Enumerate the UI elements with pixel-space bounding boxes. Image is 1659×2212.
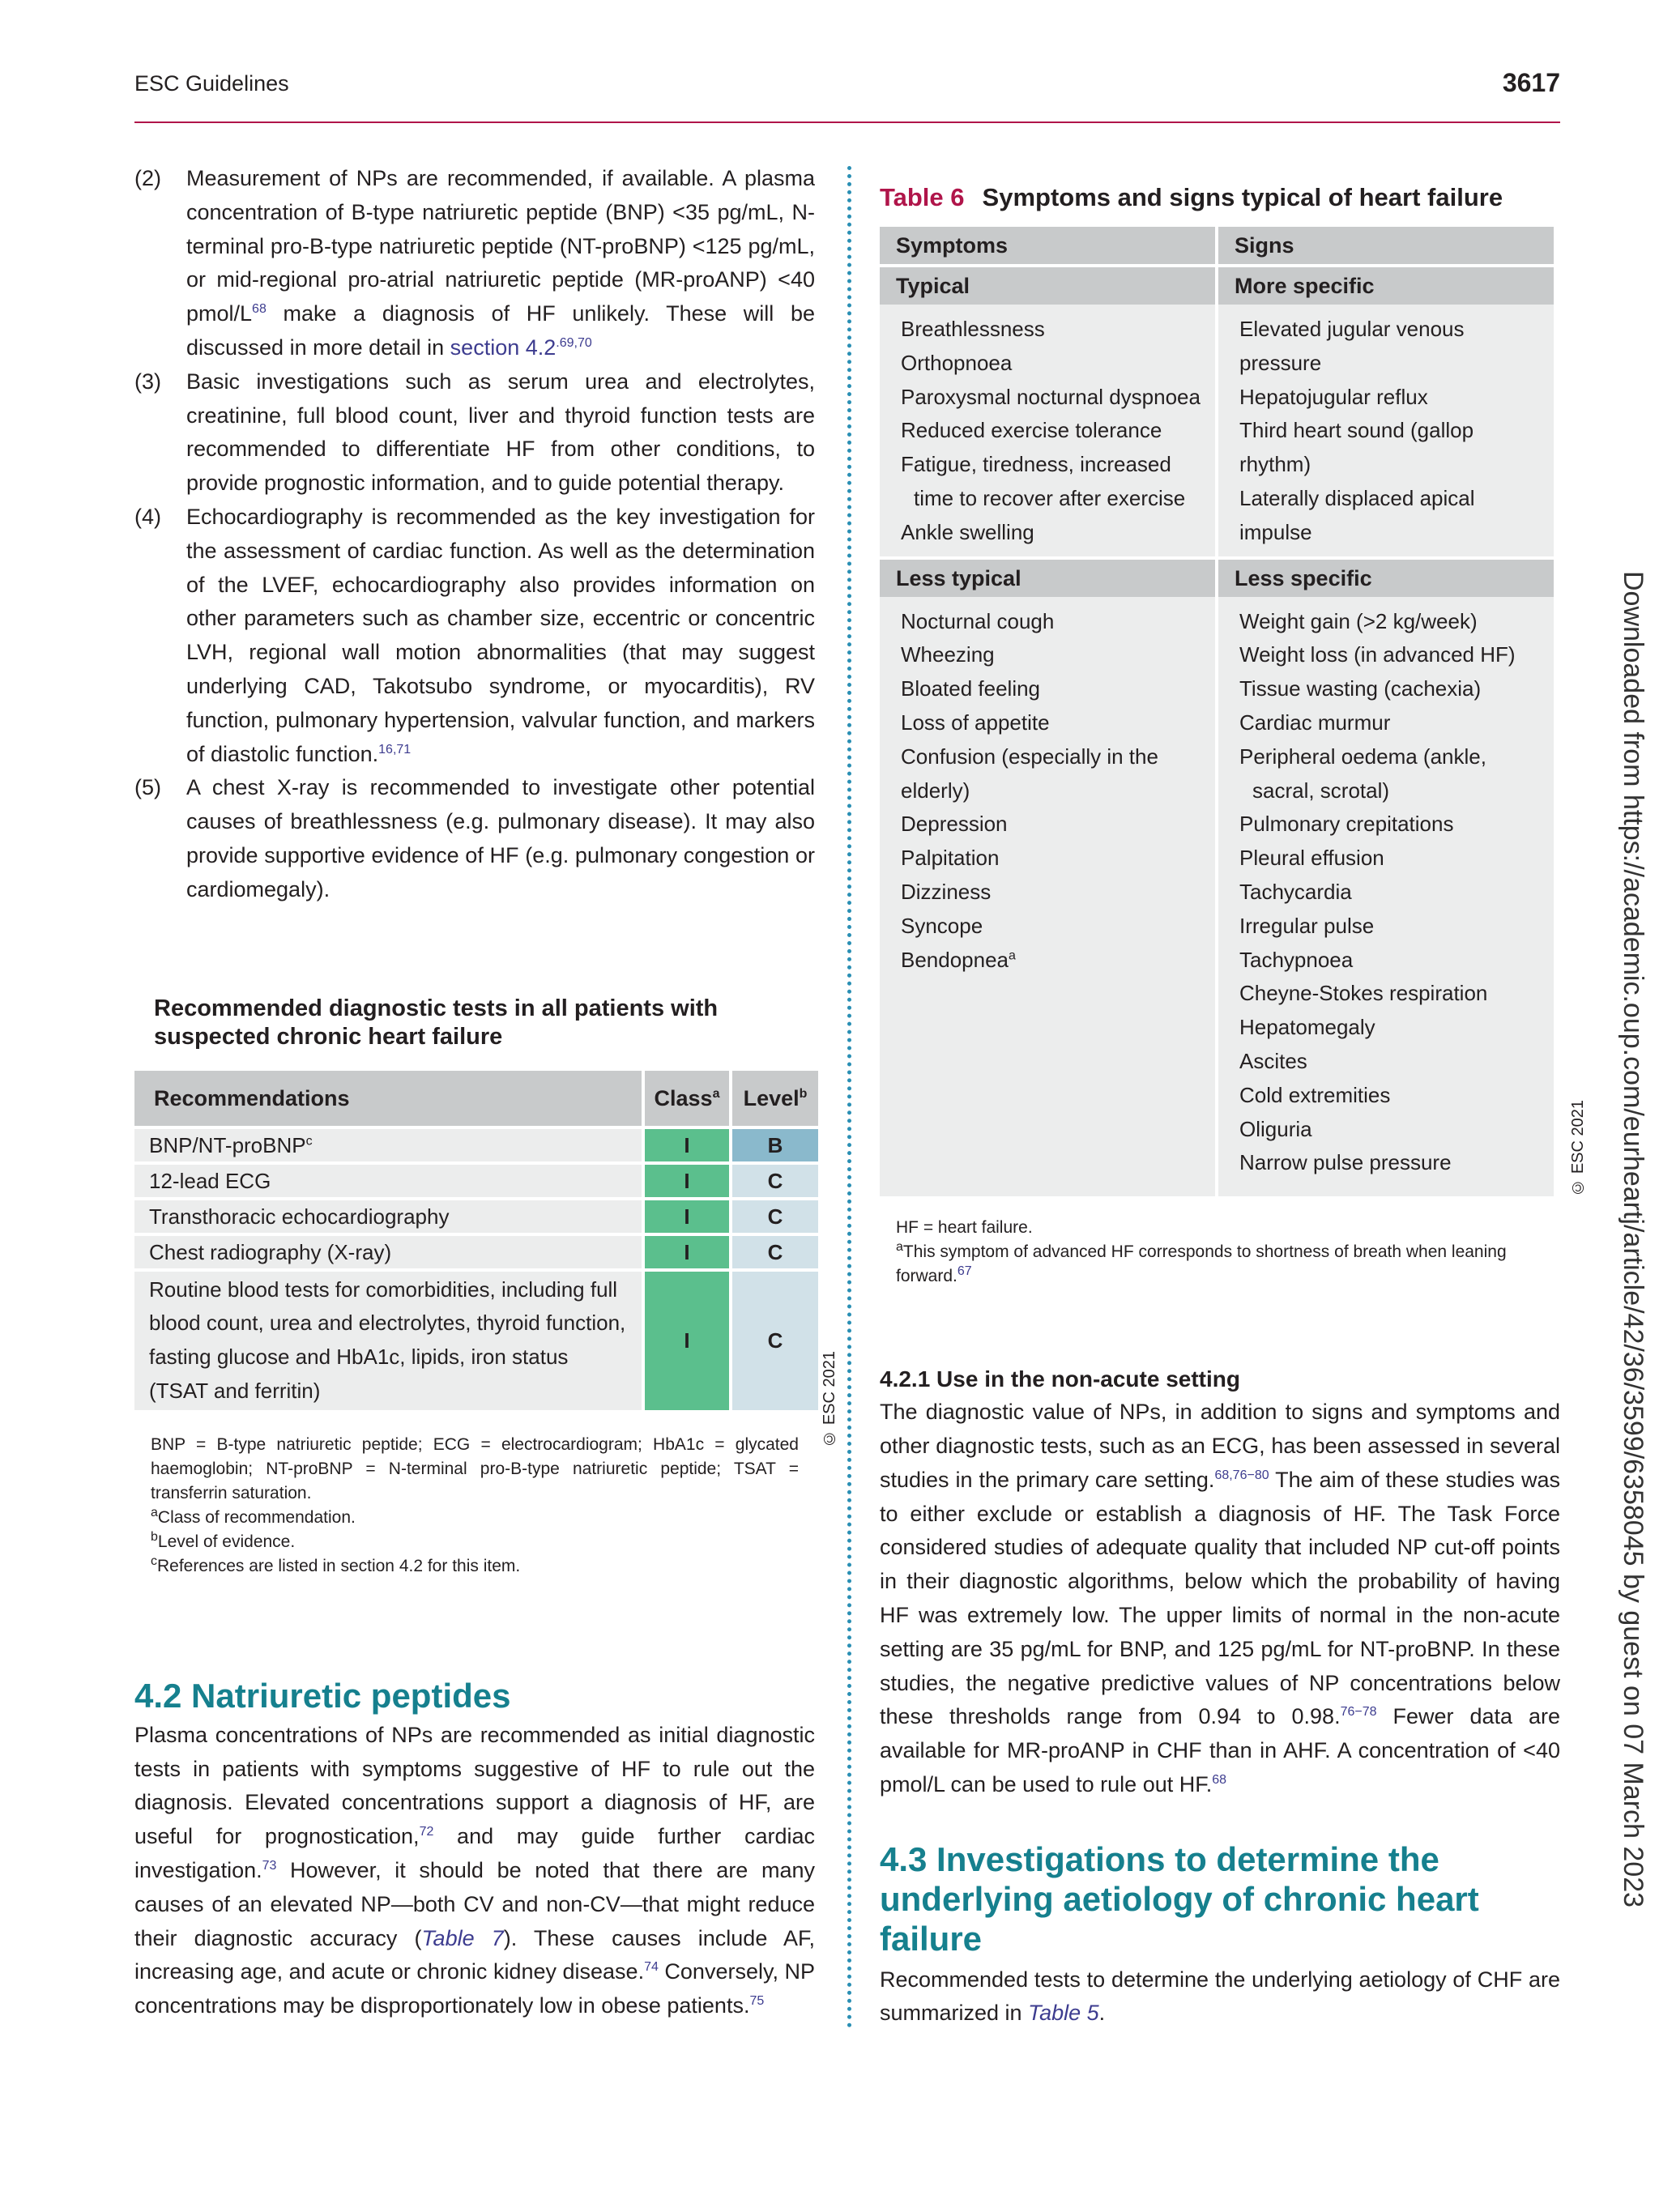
running-header: ESC Guidelines — [134, 71, 289, 96]
page-number: 3617 — [1502, 68, 1560, 97]
level-badge: C — [732, 1165, 818, 1197]
citation-link[interactable]: 68,76−80 — [1214, 1468, 1269, 1482]
citation-link[interactable]: 68 — [252, 302, 267, 317]
col-class: Class$^a$ — [645, 1071, 729, 1126]
section-heading: 4.3 Investigations to determine the underlying aetiology of chronic heart failure — [880, 1839, 1479, 1958]
right-column — [880, 162, 1587, 2031]
less-specific-signs: Weight gain (>2 kg/week) Weight loss (in advanced HF) Tissue wasting (cachexia) Cardiac murmur Peripheral oedema (ankle, sacral, scrotal) Pulmonary crepitations Pleural effusion Tachycardia Irregular pulse Tachypnoea Cheyne-Stokes respiration Hepatomegaly Ascites Cold extremities Oliguria Narrow pulse pressure — [1218, 597, 1554, 1197]
paragraph: Recommended tests to determine the underlying aetiology of CHF are summarized in Table 5. — [880, 1967, 1560, 2026]
citation-link[interactable]: 76−78 — [1340, 1705, 1377, 1720]
paragraph: The diagnostic value of NPs, in addition to signs and symptoms and other diagnostic tests, such as an ECG, has been assessed in several studies in the primary care setting.$^{68,76-80}$ The aim of these studies was to either exclude or establish a diagnosis of HF. The Task Force considered studies of adequate quality that included NP cut-off points in their diagnostic algorithms, below which the probability of having HF was extremely low. The upper limits of normal in the non-acute setting are 35 pg/mL for BNP, and 125 pg/mL for NT-proBNP. In these studies, the negative predictive values of NP concentrations below these thresholds range from 0.94 to 0.98.$^{76-78}$ Fewer data are available for MR-proANP in CHF than in AHF. A concentration of <40 pmol/L can be used to rule out HF.$^{68}$ — [880, 1400, 1561, 1796]
list-item: (3) Basic investigations such as serum urea and electrolytes, creatinine, full blood count, liver and thyroid function tests are recommended to differentiate HF from other conditions, to provide prognostic information, and to guide potential therapy. — [134, 369, 815, 496]
class-badge: I — [645, 1236, 729, 1268]
citation-link[interactable]: 74 — [644, 1960, 659, 1975]
list-item: (2) Measurement of NPs are recommended, if available. A plasma concentration of B-type natriuretic peptide (BNP) <35 pg/mL, N-terminal pro-B-type natriuretic peptide (NT-proBNP) <125 pg/mL, or mid-regional pro-atrial natriuretic peptide (MR-proANP) <40 pmol/$L^{68}$ make a diagnosis of HF unlikely. These will be discussed in more detail in section $4.2^{.69,70}$ — [134, 166, 815, 360]
table-subheader-row: Typical More specific — [880, 264, 1554, 305]
recommendation-footnotes: BNP = B-type natriuretic peptide; ECG = electrocardiogram; HbA1c = glycated haemoglobin; NT-proBNP = N-terminal pro-B-type natriuretic peptide; TSAT = transferrin saturation. $^a$Class of recommendation. $^b$Level of evidence. $^c$References are listed in section 4.2 for this item. — [151, 1434, 799, 1575]
col-level: Level$^b$ — [732, 1071, 818, 1126]
citation-link[interactable]: 16,71 — [378, 742, 412, 757]
citation-link[interactable]: 72 — [419, 1825, 434, 1839]
level-badge: C — [732, 1236, 818, 1268]
typical-symptoms: Breathlessness Orthopnoea Paroxysmal nocturnal dyspnoea Reduced exercise tolerance Fatigue, tiredness, increased time to recover after exercise Ankle swelling — [880, 305, 1215, 556]
level-badge: C — [732, 1200, 818, 1233]
table-row — [880, 597, 1554, 1197]
esc-copyright: © ESC 2021 — [821, 1350, 838, 1447]
class-badge: I — [645, 1165, 729, 1197]
citation-link[interactable]: 73 — [262, 1858, 277, 1873]
level-badge: C — [732, 1272, 818, 1410]
download-watermark: Downloaded from https://academic.oup.com/eurheartj/article/42/36/3599/6358045 by guest on 07 March 2023 — [1618, 571, 1648, 1908]
citation-link[interactable]: 67 — [957, 1264, 972, 1279]
section-heading: 4.2 Natriuretic peptides — [134, 1676, 511, 1715]
more-specific-signs: Elevated jugular venous pressure Hepatojugular reflux Third heart sound (gallop rhythm) Laterally displaced apical impulse — [1218, 305, 1554, 556]
left-column — [134, 162, 838, 2023]
paragraph: Plasma concentrations of NPs are recommended as initial diagnostic tests in patients with symptoms suggestive of HF to rule out the diagnosis. Elevated concentrations support a diagnosis of HF, are useful for prognostication,$^{72}$ and may guide further cardiac investigation.$^{73}$ However, it should be noted that there are many causes of an elevated NP—both CV and non-CV—that might reduce their diagnostic accuracy (Table 7). These causes include AF, increasing age, and acute or chronic kidney disease.$^{74}$ Conversely, NP concentrations may be disproportionately low in obese patients.$^{75}$ — [134, 1722, 816, 2018]
table-row — [880, 305, 1554, 556]
level-badge: B — [732, 1129, 818, 1161]
table-link[interactable]: Table 5 — [1028, 2001, 1099, 2026]
column-divider — [847, 166, 851, 2029]
symptoms-signs-table — [876, 227, 1557, 1196]
table-row: Routine blood tests for comorbidities, including full blood count, urea and electrolytes, thyroid function, fasting glucose and HbA1c, lipids, iron status (TSAT and ferritin) I C — [134, 1272, 818, 1410]
subsection-heading: 4.2.1 Use in the non-acute setting — [880, 1366, 1240, 1392]
list-item: (5) A chest X-ray is recommended to investigate other potential causes of breathlessness (e.g. pulmonary disease). It may also provide supportive evidence of HF (e.g. pulmonary congestion or cardiomegaly). — [134, 775, 815, 901]
table-row: BNP/NT-proBNP$^c$ I B — [134, 1129, 818, 1161]
header-rule — [134, 121, 1560, 123]
class-badge: I — [645, 1200, 729, 1233]
table-row: 12-lead ECG I C — [134, 1165, 818, 1197]
recommendation-box — [134, 995, 838, 1579]
table-header-row — [134, 1071, 818, 1126]
diagnostic-steps-list — [134, 162, 815, 907]
table-link[interactable]: Table 7 — [421, 1925, 504, 1950]
class-badge: I — [645, 1129, 729, 1161]
table-title: Table 6 Symptoms and signs typical of heart failure — [880, 183, 1503, 211]
recommendation-title: Recommended diagnostic tests in all patients with suspected chronic heart failure — [154, 995, 719, 1050]
table-header-row: Symptoms Signs — [880, 227, 1554, 264]
citation-link[interactable]: 68 — [1212, 1772, 1227, 1787]
citation-link[interactable]: 75 — [749, 1994, 765, 2009]
col-recommendations: Recommendations — [134, 1071, 642, 1126]
table-row: Transthoracic echocardiography I C — [134, 1200, 818, 1233]
section-link[interactable]: section 4.2 — [450, 335, 557, 360]
esc-copyright: © ESC 2021 — [1569, 1100, 1587, 1197]
recommendation-table — [131, 1068, 821, 1413]
less-typical-symptoms: Nocturnal cough Wheezing Bloated feeling Loss of appetite Confusion (especially in the elderly) Depression Palpitation Dizziness Syncope Bendopnea$^a$ — [880, 597, 1215, 1197]
list-item: (4) Echocardiography is recommended as the key investigation for the assessment of cardiac function. As well as the determination of the LVEF, echocardiography also provides information on other parameters such as chamber size, eccentric or concentric LVH, regional wall motion abnormalities (that may suggest underlying CAD, Takotsubo syndrome, or myocarditis), RV function, pulmonary hypertension, valvular function, and markers of diastolic function.$^{16,71}$ — [134, 504, 815, 766]
citation-link[interactable]: .69,70 — [556, 335, 592, 350]
table-footnotes: HF = heart failure. $^a$This symptom of advanced HF corresponds to shortness of breath when leaning forward.$^{67}$ — [896, 1218, 1507, 1286]
table-subheader-row: Less typical Less specific — [880, 556, 1554, 597]
class-badge: I — [645, 1272, 729, 1410]
table-row: Chest radiography (X-ray) I C — [134, 1236, 818, 1268]
